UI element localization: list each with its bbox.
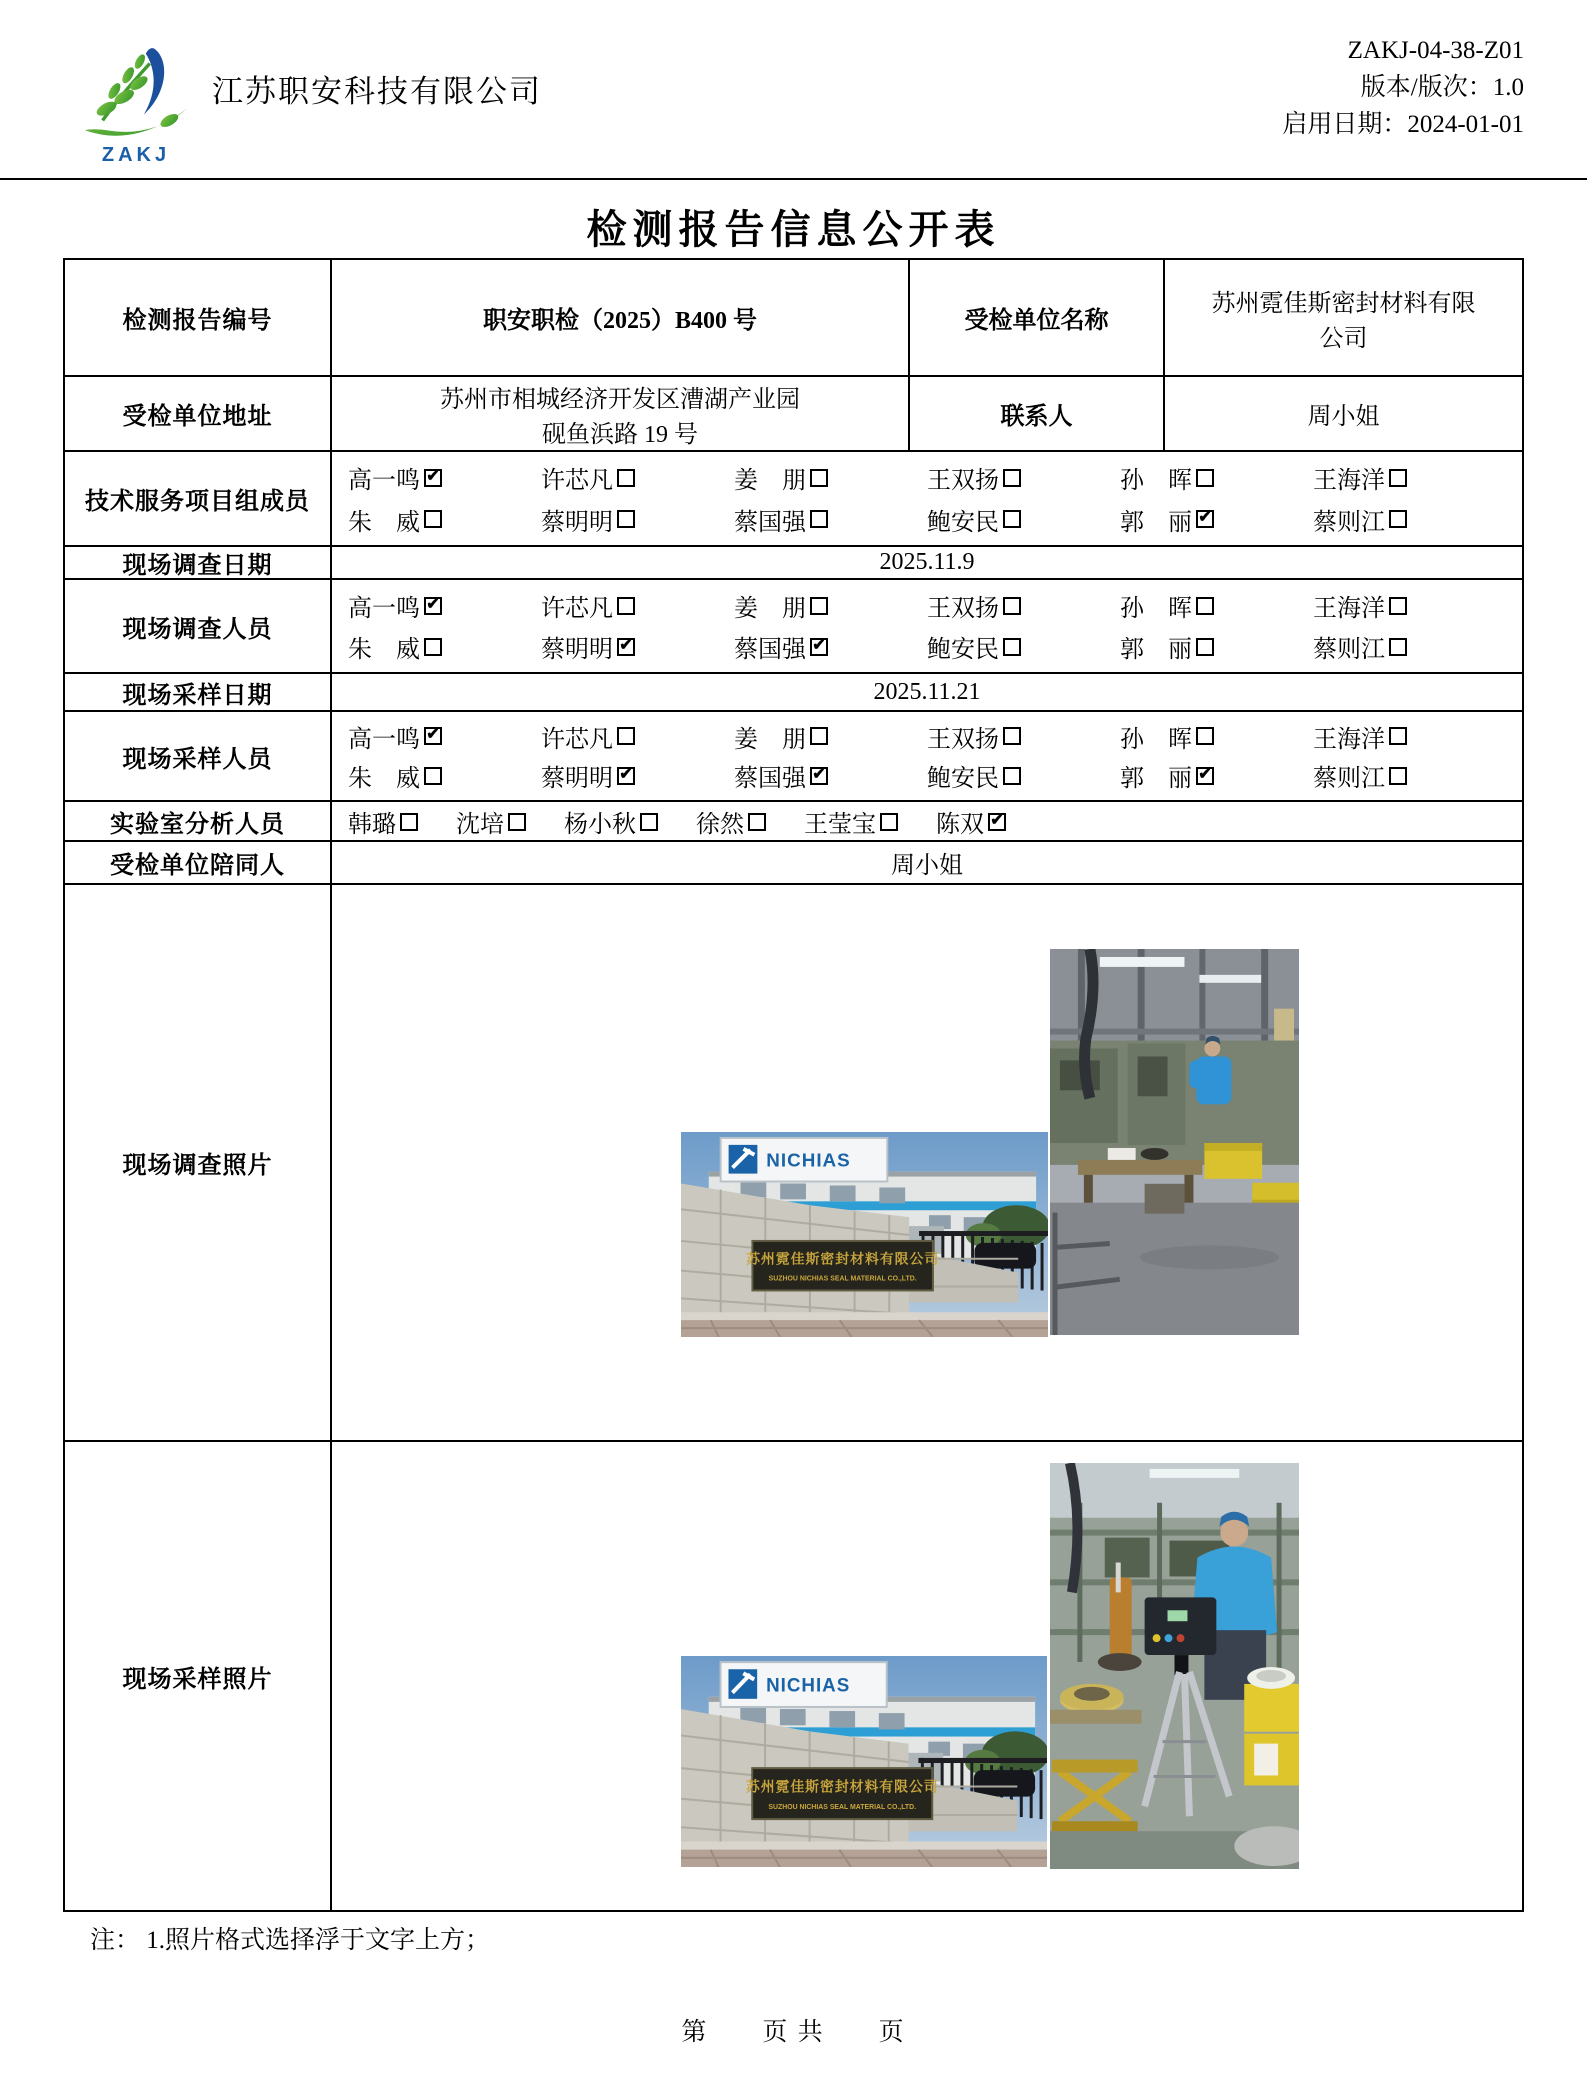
staff-checkbox[interactable] <box>1389 638 1407 656</box>
staff-name: 姜 朋 <box>734 596 806 622</box>
staff-name: 蔡明明 <box>541 637 613 663</box>
row-team <box>65 452 1522 547</box>
staff-name: 姜 朋 <box>734 468 806 495</box>
row-address <box>65 377 1522 452</box>
sampling-photos-label: 现场采样照片 <box>65 1442 332 1910</box>
staff-name: 姜 朋 <box>734 726 806 753</box>
staff-member <box>1120 588 1313 623</box>
staff-member <box>1313 758 1506 793</box>
staff-checkbox[interactable] <box>1003 638 1021 656</box>
staff-name: 王海洋 <box>1313 726 1385 753</box>
staff-checkbox[interactable] <box>810 767 828 785</box>
staff-member <box>734 502 927 537</box>
staff-checkbox[interactable] <box>424 469 442 487</box>
companion-label: 受检单位陪同人 <box>65 842 332 883</box>
address-value <box>332 377 910 450</box>
document-meta <box>1282 32 1524 143</box>
staff-member <box>541 719 734 754</box>
staff-checkbox[interactable] <box>617 597 635 615</box>
staff-member <box>927 460 1120 495</box>
staff-name: 高一鸣 <box>348 596 420 622</box>
staff-checkbox[interactable] <box>1196 638 1214 656</box>
staff-name: 蔡国强 <box>734 509 806 536</box>
version-value: 1.0 <box>1492 74 1524 101</box>
staff-name-line <box>332 758 1522 793</box>
staff-checkbox[interactable] <box>424 767 442 785</box>
doc-date-line <box>1282 106 1524 143</box>
footnote: 注： 1.照片格式选择浮于文字上方； <box>90 1927 491 1954</box>
report-no-label: 检测报告编号 <box>65 260 332 375</box>
survey-photos-label: 现场调查照片 <box>65 885 332 1440</box>
staff-name-line <box>332 460 1522 495</box>
staff-name-line <box>332 502 1522 537</box>
survey-photo-workshop <box>1050 949 1299 1335</box>
staff-member <box>348 588 541 623</box>
staff-name-line <box>332 719 1522 754</box>
staff-checkbox[interactable] <box>617 469 635 487</box>
staff-name: 徐然 <box>696 812 744 838</box>
survey-staff-label: 现场调查人员 <box>65 580 332 672</box>
staff-checkbox[interactable] <box>1389 727 1407 745</box>
lab-staff-label: 实验室分析人员 <box>65 802 332 840</box>
staff-member <box>541 629 734 664</box>
staff-checkbox[interactable] <box>424 510 442 528</box>
staff-member <box>1313 629 1506 664</box>
staff-checkbox[interactable] <box>617 727 635 745</box>
staff-name: 郭 丽 <box>1120 637 1192 663</box>
svg-text:SUZHOU NICHIAS SEAL MATERIAL C: SUZHOU NICHIAS SEAL MATERIAL CO.,LTD. <box>768 1275 917 1283</box>
staff-checkbox[interactable] <box>424 597 442 615</box>
sampling-staff-label: 现场采样人员 <box>65 712 332 800</box>
staff-checkbox[interactable] <box>424 638 442 656</box>
survey-date-label: 现场调查日期 <box>65 547 332 578</box>
staff-name: 高一鸣 <box>348 468 420 495</box>
staff-checkbox[interactable] <box>1196 597 1214 615</box>
staff-name: 陈双 <box>936 812 984 838</box>
staff-checkbox[interactable] <box>1003 727 1021 745</box>
staff-member <box>1120 719 1313 754</box>
staff-name: 蔡则江 <box>1313 637 1385 663</box>
staff-member <box>804 804 898 839</box>
staff-member <box>348 460 541 495</box>
staff-member <box>927 502 1120 537</box>
staff-member <box>541 460 734 495</box>
page-title: 检测报告信息公开表 <box>586 207 1001 252</box>
survey-date-value: 2025.11.9 <box>879 549 975 575</box>
row-report-no <box>65 260 1522 377</box>
staff-checkbox[interactable] <box>1196 727 1214 745</box>
staff-checkbox[interactable] <box>810 597 828 615</box>
companion-value: 周小姐 <box>891 853 963 879</box>
staff-name: 沈培 <box>456 812 504 838</box>
info-table <box>63 258 1524 1912</box>
staff-member <box>1313 460 1506 495</box>
staff-member <box>927 758 1120 793</box>
staff-name: 高一鸣 <box>348 726 420 753</box>
staff-member <box>927 629 1120 664</box>
staff-name: 王海洋 <box>1313 468 1385 495</box>
staff-member <box>927 588 1120 623</box>
staff-checkbox[interactable] <box>1003 469 1021 487</box>
staff-name: 许芯凡 <box>541 596 613 622</box>
staff-checkbox[interactable] <box>508 813 526 831</box>
staff-member <box>927 719 1120 754</box>
staff-name: 蔡国强 <box>734 637 806 663</box>
staff-name: 王双扬 <box>927 596 999 622</box>
sampling-staff-members <box>332 712 1522 800</box>
staff-checkbox[interactable] <box>617 638 635 656</box>
staff-checkbox[interactable] <box>617 767 635 785</box>
staff-name: 王双扬 <box>927 468 999 495</box>
date-label: 启用日期： <box>1282 111 1408 138</box>
staff-name: 鲍安民 <box>927 766 999 793</box>
staff-checkbox[interactable] <box>748 813 766 831</box>
staff-member <box>348 758 541 793</box>
sampling-photo-building <box>681 1656 1047 1867</box>
staff-name: 杨小秋 <box>564 812 636 838</box>
date-value: 2024-01-01 <box>1407 111 1524 138</box>
report-no-value: 职安职检（2025）B400 号 <box>332 260 910 375</box>
svg-text:苏州霓佳斯密封材料有限公司: 苏州霓佳斯密封材料有限公司 <box>746 1252 940 1268</box>
staff-name: 朱 威 <box>348 509 420 536</box>
staff-member <box>541 502 734 537</box>
survey-photos-area <box>332 885 1522 1440</box>
svg-text:苏州霓佳斯密封材料有限公司: 苏州霓佳斯密封材料有限公司 <box>745 1779 939 1796</box>
staff-checkbox[interactable] <box>1003 767 1021 785</box>
logo-graphic <box>75 36 197 144</box>
staff-member <box>541 588 734 623</box>
sampling-date-value: 2025.11.21 <box>873 678 981 705</box>
staff-name: 蔡明明 <box>541 766 613 793</box>
sampling-photo-workshop <box>1050 1463 1299 1869</box>
address-line1: 苏州市相城经济开发区漕湖产业园 <box>440 386 800 413</box>
header-divider <box>0 178 1587 180</box>
staff-name: 孙 晖 <box>1120 596 1192 622</box>
staff-checkbox[interactable] <box>640 813 658 831</box>
row-survey-staff <box>65 580 1522 674</box>
staff-member <box>1313 719 1506 754</box>
address-label: 受检单位地址 <box>65 377 332 450</box>
staff-checkbox[interactable] <box>1389 597 1407 615</box>
staff-name: 王莹宝 <box>804 812 876 838</box>
unit-name-value: 苏州霓佳斯密封材料有限公司 <box>1211 290 1476 352</box>
company-logo <box>75 36 197 144</box>
staff-member <box>734 460 927 495</box>
staff-name: 王双扬 <box>927 726 999 753</box>
staff-checkbox[interactable] <box>1389 469 1407 487</box>
row-companion <box>65 842 1522 885</box>
staff-name-line <box>332 629 1522 664</box>
staff-member <box>348 502 541 537</box>
contact-value: 周小姐 <box>1307 404 1380 430</box>
staff-checkbox[interactable] <box>810 510 828 528</box>
staff-member <box>1313 502 1506 537</box>
contact-label: 联系人 <box>910 377 1165 450</box>
staff-member <box>734 719 927 754</box>
address-line2: 砚鱼浜路 19 号 <box>542 421 698 448</box>
row-sampling-photos <box>65 1442 1522 1910</box>
staff-member <box>564 804 658 839</box>
staff-checkbox[interactable] <box>1196 469 1214 487</box>
staff-name: 蔡则江 <box>1313 766 1385 793</box>
row-survey-date <box>65 547 1522 580</box>
company-name: 江苏职安科技有限公司 <box>212 74 542 109</box>
survey-staff-members <box>332 580 1522 672</box>
staff-member <box>936 804 1006 839</box>
staff-checkbox[interactable] <box>1196 767 1214 785</box>
staff-checkbox[interactable] <box>1003 597 1021 615</box>
row-sampling-staff <box>65 712 1522 802</box>
staff-checkbox[interactable] <box>880 813 898 831</box>
staff-checkbox[interactable] <box>424 727 442 745</box>
staff-name: 许芯凡 <box>541 726 613 753</box>
staff-member <box>1313 588 1506 623</box>
svg-text:SUZHOU NICHIAS SEAL MATERIAL C: SUZHOU NICHIAS SEAL MATERIAL CO.,LTD. <box>768 1803 917 1811</box>
team-label: 技术服务项目组成员 <box>65 452 332 545</box>
staff-name: 韩璐 <box>348 812 396 838</box>
staff-name: 朱 威 <box>348 766 420 793</box>
staff-member <box>348 804 418 839</box>
staff-member <box>1120 460 1313 495</box>
staff-name: 孙 晖 <box>1120 726 1192 753</box>
unit-name-label: 受检单位名称 <box>910 260 1165 375</box>
staff-member <box>696 804 766 839</box>
staff-member <box>348 629 541 664</box>
staff-name: 鲍安民 <box>927 509 999 536</box>
doc-version-line <box>1282 69 1524 106</box>
staff-name: 孙 晖 <box>1120 468 1192 495</box>
staff-name: 郭 丽 <box>1120 766 1192 793</box>
row-lab-staff <box>65 802 1522 842</box>
staff-name: 朱 威 <box>348 637 420 663</box>
staff-name: 许芯凡 <box>541 468 613 495</box>
staff-checkbox[interactable] <box>1003 510 1021 528</box>
staff-member <box>734 629 927 664</box>
staff-member <box>541 758 734 793</box>
staff-name: 蔡国强 <box>734 766 806 793</box>
doc-code: ZAKJ-04-38-Z01 <box>1347 37 1524 64</box>
staff-name: 王海洋 <box>1313 596 1385 622</box>
staff-name: 蔡则江 <box>1313 509 1385 536</box>
staff-checkbox[interactable] <box>988 813 1006 831</box>
row-survey-photos <box>65 885 1522 1442</box>
staff-member <box>348 719 541 754</box>
staff-checkbox[interactable] <box>400 813 418 831</box>
survey-photo-building <box>681 1132 1048 1337</box>
staff-member <box>734 588 927 623</box>
staff-checkbox[interactable] <box>810 638 828 656</box>
svg-text:NICHIAS: NICHIAS <box>766 1675 851 1697</box>
staff-name: 鲍安民 <box>927 637 999 663</box>
staff-checkbox[interactable] <box>617 510 635 528</box>
staff-member <box>734 758 927 793</box>
staff-member <box>1120 502 1313 537</box>
page-number-line: 第 页 共 页 <box>681 2019 906 2046</box>
logo-wordmark: ZAKJ <box>101 144 171 166</box>
staff-checkbox[interactable] <box>810 469 828 487</box>
staff-member <box>1120 758 1313 793</box>
svg-text:NICHIAS: NICHIAS <box>766 1149 851 1171</box>
staff-member <box>456 804 526 839</box>
version-label: 版本/版次： <box>1360 74 1493 101</box>
staff-checkbox[interactable] <box>1389 767 1407 785</box>
staff-name: 郭 丽 <box>1120 509 1192 536</box>
team-members <box>332 452 1522 545</box>
staff-name-line <box>332 804 1522 839</box>
lab-staff-members <box>332 802 1522 840</box>
staff-member <box>1120 629 1313 664</box>
staff-checkbox[interactable] <box>1389 510 1407 528</box>
sampling-photos-area <box>332 1442 1522 1910</box>
row-sampling-date <box>65 674 1522 712</box>
staff-name: 蔡明明 <box>541 509 613 536</box>
sampling-date-label: 现场采样日期 <box>65 674 332 710</box>
staff-name-line <box>332 588 1522 623</box>
staff-checkbox[interactable] <box>1196 510 1214 528</box>
staff-checkbox[interactable] <box>810 727 828 745</box>
